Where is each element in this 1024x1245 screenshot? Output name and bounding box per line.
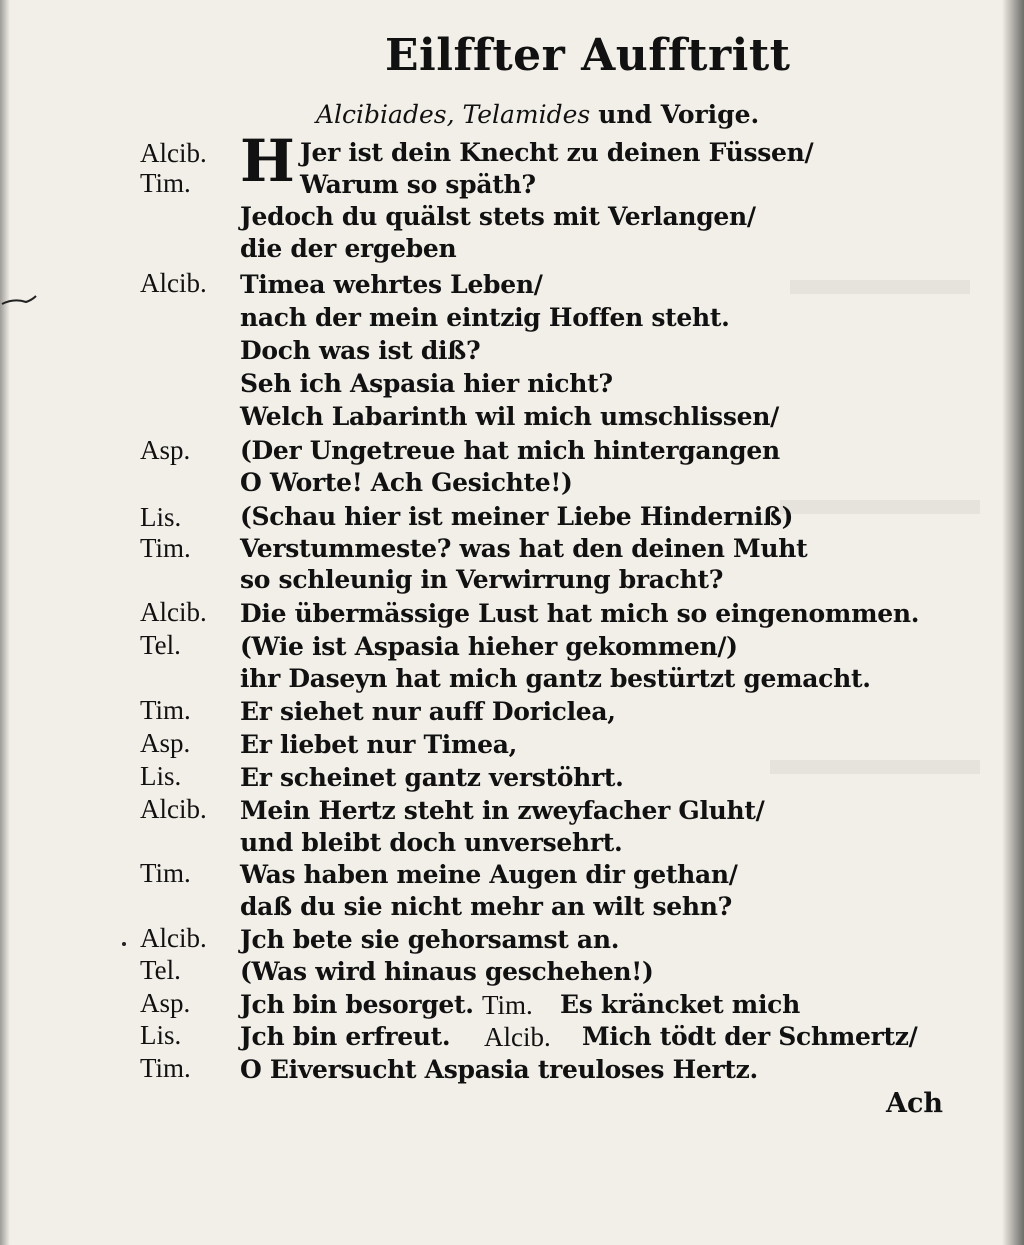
show-through-smudge	[790, 280, 970, 294]
verse-line: Jch bin besorget.	[240, 990, 474, 1019]
verse-line: (Wie ist Aspasia hieher gekommen/)	[240, 632, 738, 661]
scene-title: Eilffter Aufftritt	[385, 30, 791, 81]
scan-edge-left	[0, 0, 10, 1245]
verse-line: Warum so späth?	[300, 170, 536, 199]
verse-line: daß du sie nicht mehr an wilt sehn?	[240, 892, 732, 921]
speaker-label: Tim.	[140, 858, 191, 888]
verse-line: Er liebet nur Timea,	[240, 730, 518, 759]
speaker-label: Lis.	[140, 1020, 182, 1050]
speaker-label: Asp.	[140, 728, 191, 758]
speaker-label: Tel.	[140, 630, 181, 660]
verse-line: Doch was ist diß?	[240, 336, 481, 365]
verse-line: die der ergeben	[240, 234, 457, 263]
speaker-label: Alcib.	[140, 138, 207, 168]
margin-mark-icon	[0, 290, 40, 310]
verse-line: Timea wehrtes Leben/	[240, 270, 543, 299]
inline-speech: Mich tödt der Schmertz/	[582, 1022, 918, 1051]
verse-line: Jch bin erfreut.	[240, 1022, 451, 1051]
verse-line: (Was wird hinaus geschehen!)	[240, 957, 654, 986]
speaker-label: Alcib.	[140, 923, 207, 953]
verse-line: Die übermässige Lust hat mich so eingenommen.	[240, 599, 920, 628]
verse-line: Seh ich Aspasia hier nicht?	[240, 369, 613, 398]
verse-line: O Worte! Ach Gesichte!)	[240, 468, 573, 497]
inline-speaker-label: Alcib.	[484, 1022, 551, 1052]
verse-line: Was haben meine Augen dir gethan/	[240, 860, 738, 889]
verse-line: nach der mein eintzig Hoffen steht.	[240, 303, 730, 332]
show-through-smudge	[770, 760, 980, 774]
speaker-label: Asp.	[140, 435, 191, 465]
speaker-label: Lis.	[140, 502, 182, 532]
scene-subtitle	[316, 100, 759, 129]
speaker-label: Tim.	[140, 695, 191, 725]
verse-line: (Der Ungetreue hat mich hintergangen	[240, 436, 780, 465]
scan-edge-right	[1002, 0, 1024, 1245]
speaker-label: Tim.	[140, 1053, 191, 1083]
verse-line: Verstummeste? was hat den deinen Muht	[240, 534, 808, 563]
speaker-label: Alcib.	[140, 268, 207, 298]
speaker-label: Tim.	[140, 533, 191, 563]
verse-line: Jch bete sie gehorsamst an.	[240, 925, 620, 954]
catchword: Ach	[886, 1088, 944, 1119]
speaker-label: Tim.	[140, 168, 191, 198]
verse-line: und bleibt doch unversehrt.	[240, 828, 623, 857]
drop-cap: H	[240, 127, 295, 195]
verse-line: O Eiversucht Aspasia treuloses Hertz.	[240, 1055, 758, 1084]
verse-line: so schleunig in Verwirrung bracht?	[240, 565, 724, 594]
speaker-label: Alcib.	[140, 794, 207, 824]
margin-dot	[122, 942, 126, 946]
verse-line: Jedoch du quälst stets mit Verlangen/	[240, 202, 756, 231]
inline-speech: Es kräncket mich	[560, 990, 800, 1019]
verse-line: (Schau hier ist meiner Liebe Hinderniß)	[240, 502, 794, 531]
verse-line: Welch Labarinth wil mich umschlissen/	[240, 402, 779, 431]
inline-speaker-label: Tim.	[482, 990, 533, 1020]
verse-line: Mein Hertz steht in zweyfacher Gluht/	[240, 796, 765, 825]
speaker-label: Alcib.	[140, 597, 207, 627]
verse-line: Jer ist dein Knecht zu deinen Füssen/	[300, 138, 814, 167]
speaker-label: Asp.	[140, 988, 191, 1018]
subtitle-tail: und Vorige.	[598, 100, 760, 129]
verse-line: ihr Daseyn hat mich gantz bestürtzt gemacht.	[240, 664, 871, 693]
show-through-smudge	[780, 500, 980, 514]
speaker-label: Tel.	[140, 955, 181, 985]
verse-line: Er scheinet gantz verstöhrt.	[240, 763, 624, 792]
subtitle-characters: Alcibiades, Telamides	[316, 100, 591, 129]
speaker-label: Lis.	[140, 761, 182, 791]
verse-line: Er siehet nur auff Doriclea,	[240, 697, 616, 726]
